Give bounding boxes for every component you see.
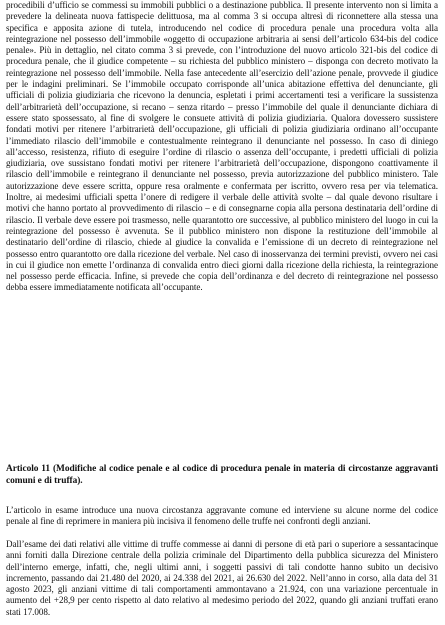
- body-paragraph-aggravante: L’articolo in esame introduce una nuova circostanza aggravante comune ed interviene su alcune norme del codice penale al fine di reprimere in maniera più incisiva il fenomeno delle truffe nei confronti degli anziani.: [6, 505, 438, 527]
- body-paragraph-dati-truffe: Dall’esame dei dati relativi alle vittime di truffe commesse ai danni di persone di età pari o superiore a sessantacinque anni forniti dalla Direzione centrale della polizia criminale del Dipartimento della pubblica sicurezza del Ministero dell’interno emerge, infatti, che, negli ultimi anni, i soggetti passivi di tali condotte hanno subito un decisivo incremento, passando dai 21.480 del 2020, ai 24.338 del 2021, ai 26.630 del 2022. Nell’anno in corso, alla data del 31 agosto 2023, gli anziani vittime di tali comportamenti ammontavano a 21.924, con una variazione percentuale in aumento del +28,9 per cento rispetto al dato relativo al medesimo periodo del 2022, quando gli anziani truffati erano stati 17.008.: [6, 539, 438, 617]
- body-paragraph-occupazione: procedibili d’ufficio se commessi su immobili pubblici o a destinazione pubblica. Il presente intervento non si limita a prevedere la delineata nuova fattispecie delittuosa, ma al comma 3 si occupa altresì di riconnettere alla stessa una specifica e apposita azione di tutela, introducendo nel codice di procedura penale una procedura volta alla reintegrazione nel possesso dell’immobile «oggetto di occupazione arbitraria ai sensi dell’articolo 634-bis del codice penale». Più in dettaglio, nel citato comma 3 si prevede, con l’introduzione del nuovo articolo 321-bis del codice di procedura penale, che il giudice competente – su richiesta del pubblico ministero – disponga con decreto motivato la reintegrazione nel possesso dell’immobile. Nella fase antecedente all’esercizio dell’azione penale, provvede il giudice per le indagini preliminari. Se l’immobile occupato corrisponde all’unica abitazione effettiva del denunciante, gli ufficiali di polizia giudiziaria che ricevono la denuncia, espletati i primi accertamenti tesi a verificare la sussistenza dell’arbitrarietà dell’occupazione, si recano – senza ritardo – presso l’immobile del quale il denunciante dichiara di essere stato spossessato, al fine di svolgere le consuete attività di polizia giudiziaria. Qualora dovessero sussistere fondati motivi per ritenere l’arbitrarietà dell’occupazione, gli ufficiali di polizia giudiziaria ordinano all’occupante l’immediato rilascio dell’immobile e contestualmente reintegrano il denunciante nel possesso. In caso di diniego all’accesso, resistenza, rifiuto di eseguire l’ordine di rilascio o assenza dell’occupante, i predetti ufficiali di polizia giudiziaria, ove sussistano fondati motivi per ritenere l’arbitrarietà dell’occupazione, dispongono coattivamente il rilascio dell’immobile e reintegrano il denunciante nel possesso, previa autorizzazione del pubblico ministero. Tale autorizzazione deve essere scritta, oppure resa oralmente e confermata per iscritto, ovvero resa per via telematica. Inoltre, ai medesimi ufficiali spetta l’onere di redigere il verbale delle attività svolte – dal quale devono risultare i motivi che hanno portato al provvedimento di rilascio – e di consegnarne copia alla persona destinataria dell’ordine di rilascio. Il verbale deve essere poi trasmesso, nelle quarantotto ore successive, al pubblico ministero del luogo in cui la reintegrazione del possesso è avvenuta. Se il pubblico ministero non dispone la restituzione dell’immobile al destinatario dell’ordine di rilascio, chiede al giudice la convalida e l’emissione di un decreto di reintegrazione nel possesso entro quarantotto ore dalla ricezione del verbale. Nel caso di inosservanza dei termini previsti, ovvero nei casi in cui il giudice non emette l’ordinanza di convalida entro dieci giorni dalla ricezione della richiesta, la reintegrazione nel possesso perde efficacia. Infine, si prevede che copia dell’ordinanza e del decreto di reintegrazione nel possesso debba essere immediatamente notificata all’occupante.: [6, 0, 438, 293]
- article-heading: Articolo 11 (Modifiche al codice penale e al codice di procedura penale in materia di circostanze aggravanti comuni e di truffa).: [6, 464, 438, 486]
